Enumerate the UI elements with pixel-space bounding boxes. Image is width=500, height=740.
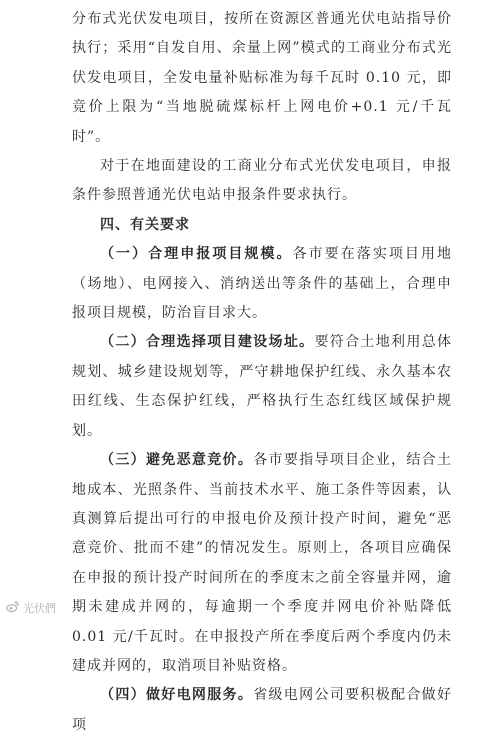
- requirement-item-4-lead: （四）做好电网服务。: [100, 687, 254, 704]
- requirement-item-4: [72, 681, 452, 740]
- section-heading: 四、有关要求: [100, 216, 190, 233]
- watermark-text: 光伏們: [23, 602, 56, 615]
- paragraph-2: 对于在地面建设的工商业分布式光伏发电项目，申报条件参照普通光伏电站申报条件要求执行。: [72, 158, 452, 204]
- weibo-logo-icon: [6, 600, 19, 616]
- paragraph-1: 分布式光伏发电项目，按所在资源区普通光伏电站指导价执行；采用“自发自用、余量上网”模式的工商业分布式光伏发电项目，全发电量补贴标准为每千瓦时 0.10 元，即竞价上限为“当地脱硫煤标杆上网电价+0.1 元/千瓦时”。: [72, 11, 452, 145]
- requirement-item-2-body: 要符合土地利用总体规划、城乡建设规划等，严守耕地保护红线、永久基本农田红线、生态保护红线，严格执行生态红线区域保护规划。: [72, 334, 453, 439]
- requirement-item-1-lead: （一）合理申报项目规模。: [100, 246, 293, 263]
- requirement-item-2: [72, 328, 452, 446]
- requirement-item-4-body: 省级电网公司要积极配合做好项: [72, 687, 453, 733]
- requirement-item-3-body: 各市要指导项目企业，结合土地成本、光照条件、当前技术水平、施工条件等因素，认真测算后提出可行的申报电价及预计投产时间，避免“恶意竞价、批而不建”的情况发生。原则上，各项目应确保在申报的预计投产时间所在的季度末之前全容量并网，逾期未建成并网的，每逾期一个季度并网电价补贴降低 0.01 元/千瓦时。在申报投产所在季度后两个季度内仍未建成并网的，取消项目补贴资格。: [72, 452, 453, 674]
- requirement-item-2-lead: （二）合理选择项目建设场址。: [100, 334, 315, 351]
- requirement-item-1-body: 各市要在落实项目用地（场地）、电网接入、消纳送出等条件的基础上，合理申报项目规模，防治盲目求大。: [72, 246, 453, 322]
- watermark: [6, 600, 56, 616]
- requirement-item-3: [72, 446, 452, 681]
- requirement-item-3-lead: （三）避免恶意竞价。: [100, 452, 254, 469]
- requirement-item-1: [72, 240, 452, 328]
